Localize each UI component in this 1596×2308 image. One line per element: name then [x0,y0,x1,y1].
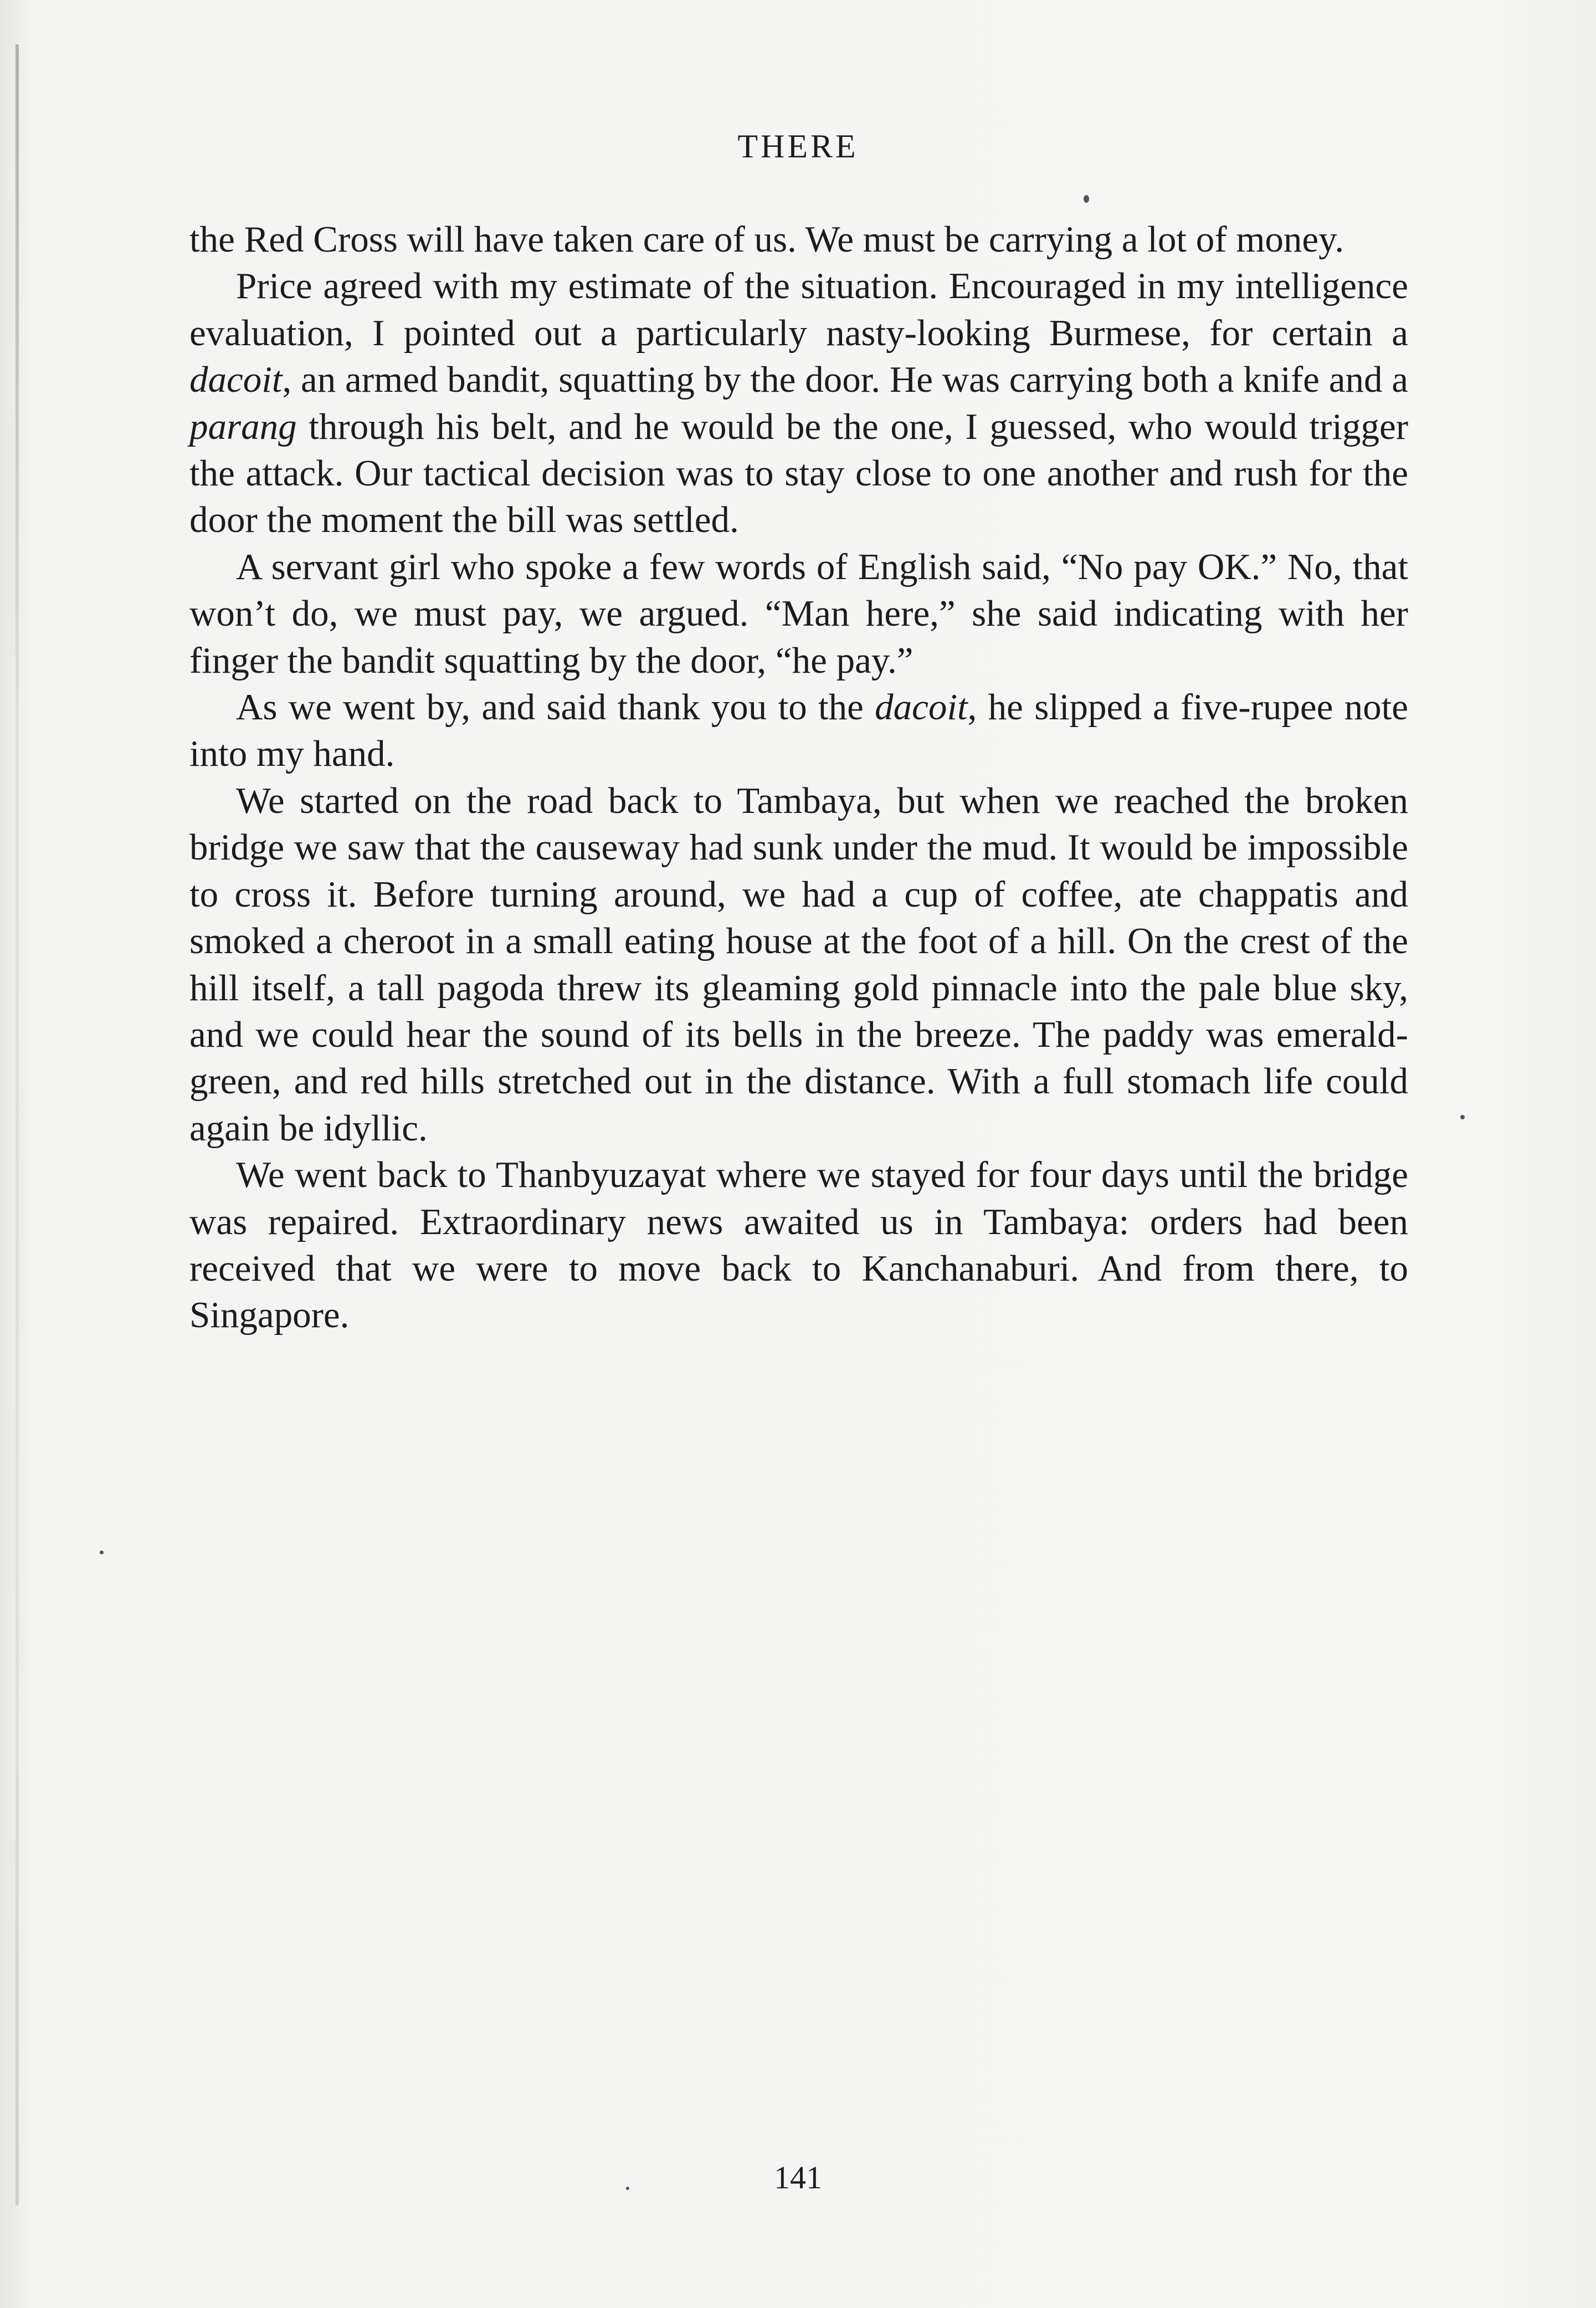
text-run: through his belt, and he would be the one, I guessed, who would trigger the attack. Our tactical decision was to stay close to one another and rush for the door the moment the bill was settled. [189,406,1408,541]
body-text [189,216,1408,1339]
paragraph [189,1152,1408,1339]
text-run: A servant girl who spoke a few words of English said, “No pay OK.” No, that won’t do, we must pay, we argued. “Man here,” she said indicating with her finger the bandit squatting by the door, “he pay.” [189,546,1408,681]
italic-term: dacoit [189,359,283,401]
italic-term: parang [189,406,297,447]
text-run: , an armed bandit, squatting by the door. He was carrying both a knife and a [282,359,1408,401]
ink-speck [1084,195,1089,203]
ink-speck [626,2187,629,2190]
ink-speck [100,1550,104,1554]
text-run: Price agreed with my estimate of the situation. Encouraged in my intelligence evaluation, I pointed out a particularly nasty-looking Burmese, for certain a [189,265,1408,354]
paragraph [189,684,1408,777]
page-binding-edge [16,44,19,2205]
running-head: THERE [737,128,859,165]
text-run: , he slipped a five-rupee note into my hand. [189,687,1409,775]
text-run: We started on the road back to Tambaya, but when we reached the broken bridge we saw that the causeway had sunk under the mud. It would be impossible to cross it. Before turning around, we had a cup of coffee, ate chappatis and smoked a cheroot in a small eating house at the foot of a hill. On the crest of the hill itself, a tall pagoda threw its gleaming gold pinnacle into the pale blue sky, and we could hear the sound of its bells in the breeze. The paddy was emerald-green, and red hills stretched out in the distance. With a full stomach life could again be idyllic. [189,780,1408,1149]
paragraph [189,777,1408,1152]
italic-term: dacoit [875,687,968,728]
paragraph [189,544,1408,684]
text-run: We went back to Thanbyuzayat where we stayed for four days until the bridge was repaired. Extraordinary news awaited us in Tambaya: orders had been received that we were to move back to Kanchanaburi. And from there, to Singapore. [189,1154,1408,1336]
page-number: 141 [774,2159,822,2196]
paragraph [189,216,1408,263]
text-run: As we went by, and said thank you to the [236,687,875,728]
paragraph [189,263,1408,543]
text-run: the Red Cross will have taken care of us. We must be carrying a lot of money. [189,219,1344,260]
ink-speck [1460,1115,1465,1119]
